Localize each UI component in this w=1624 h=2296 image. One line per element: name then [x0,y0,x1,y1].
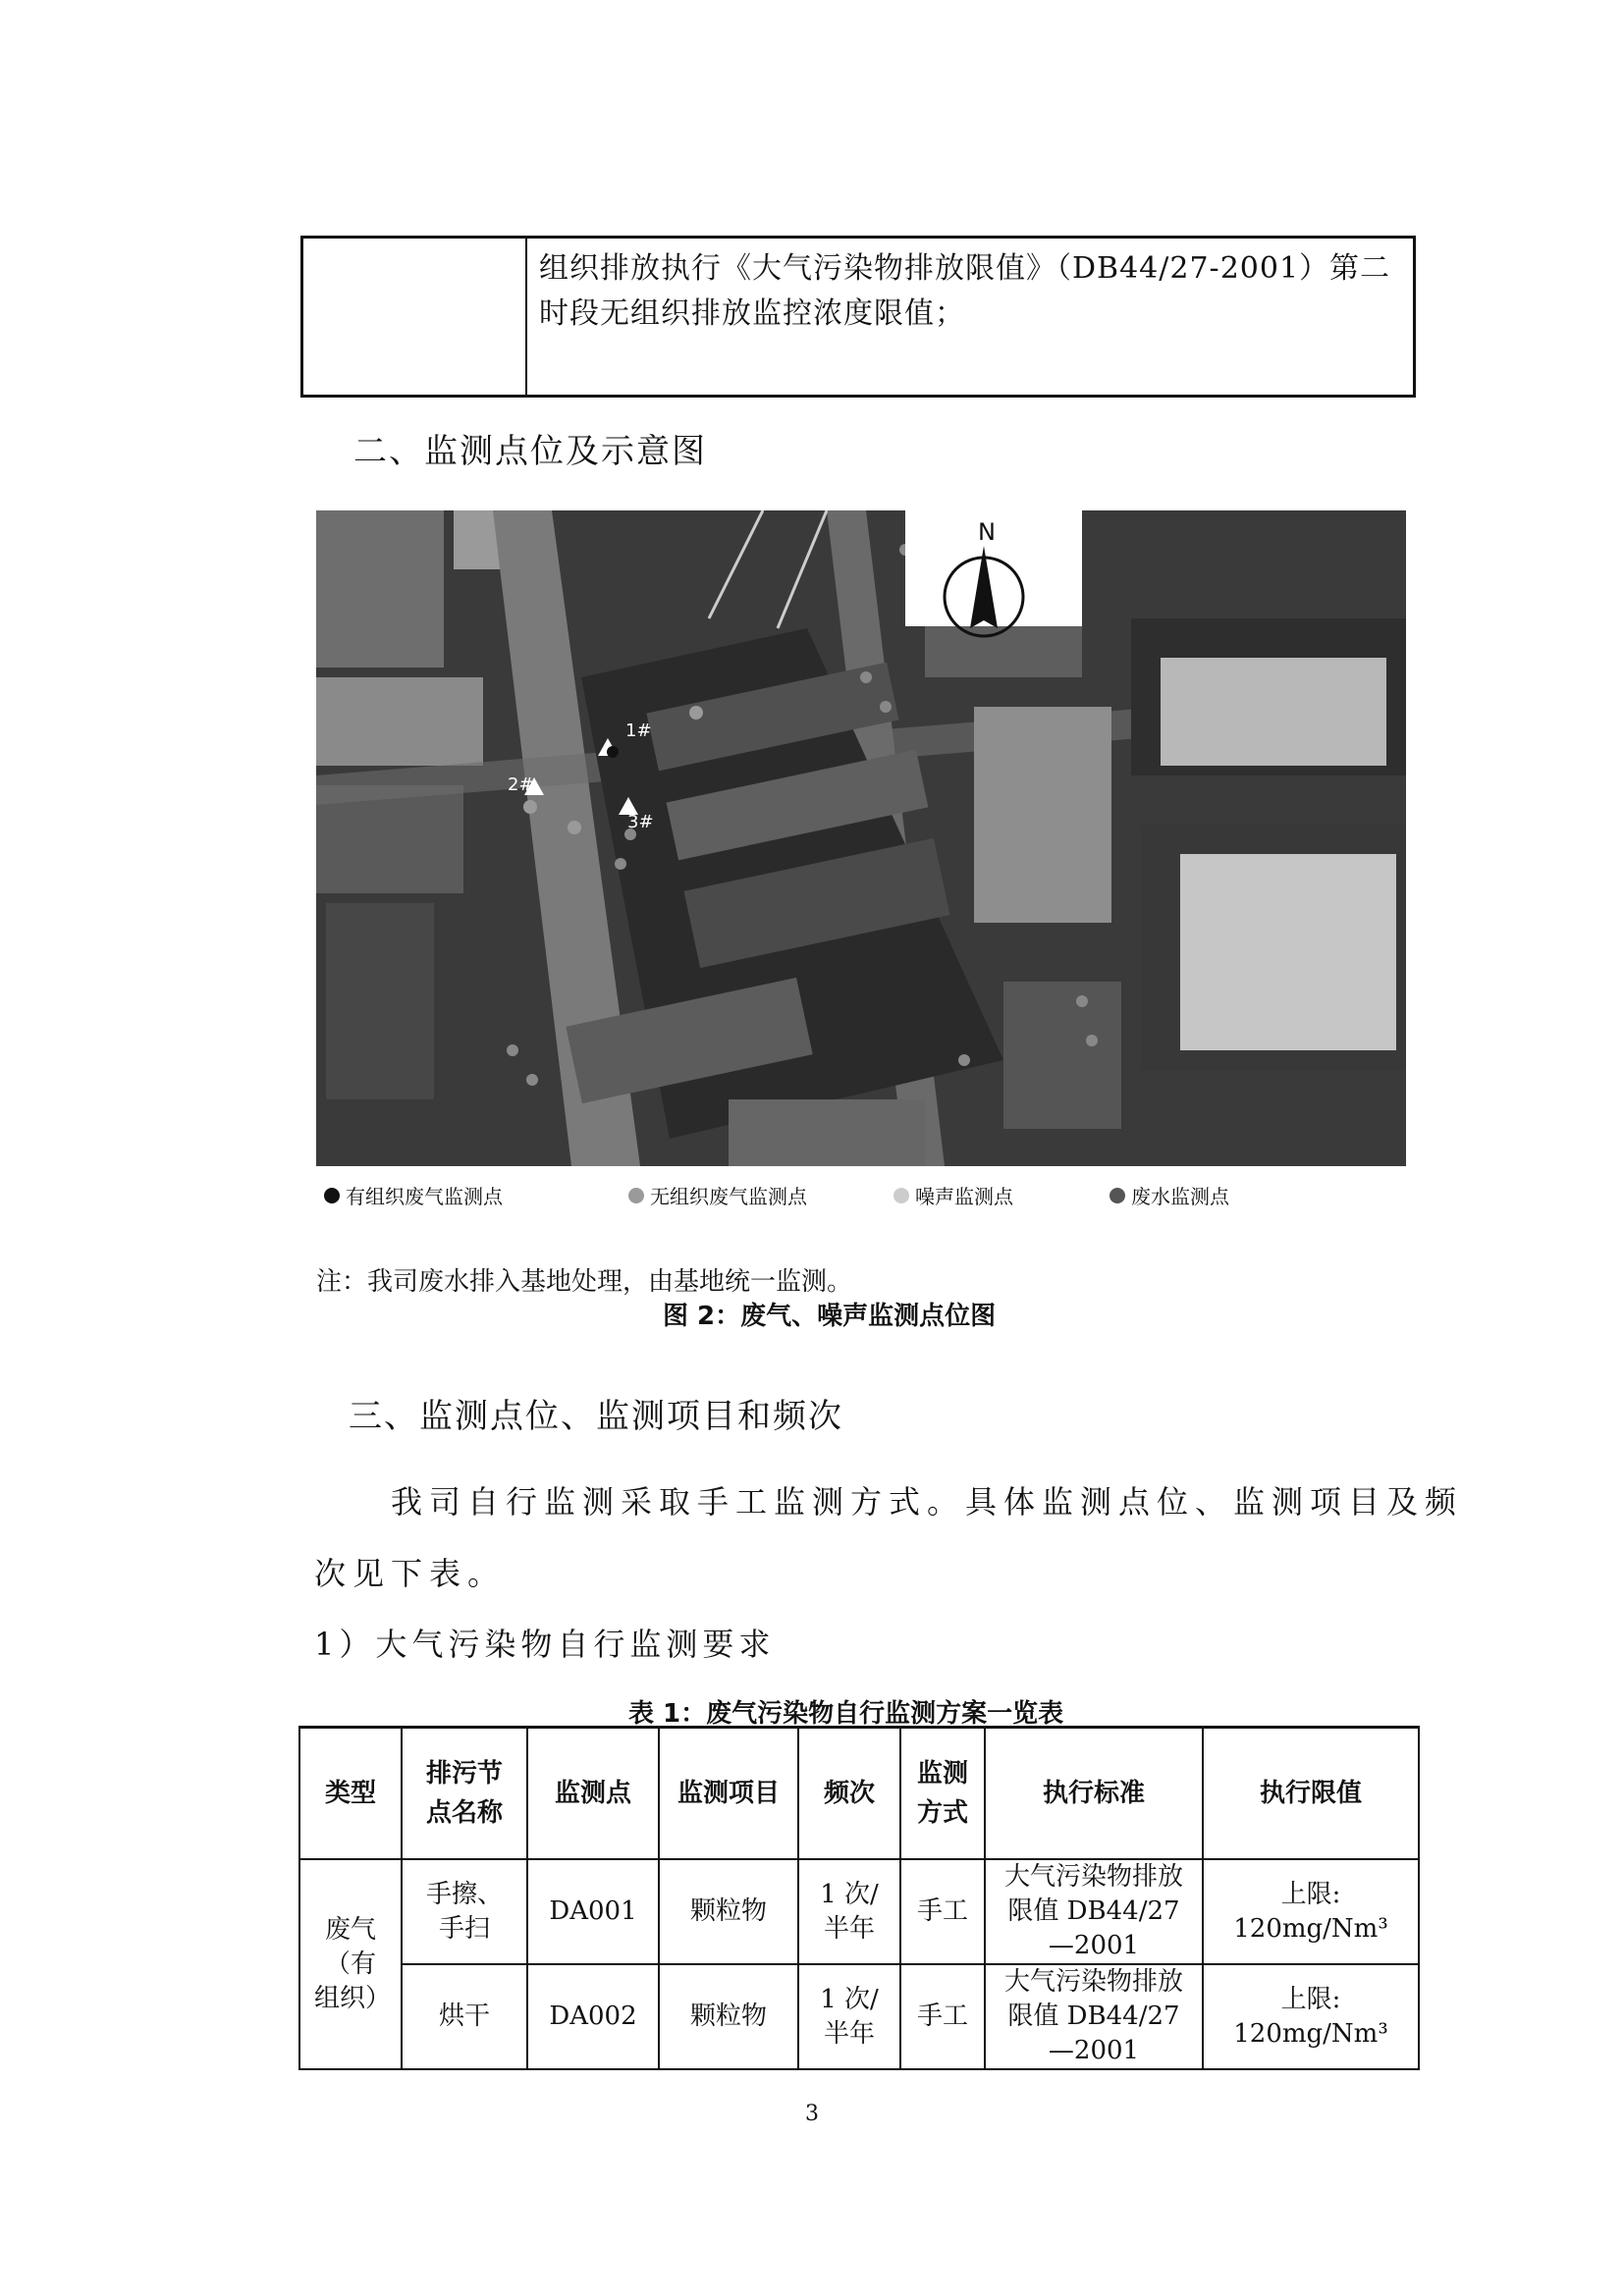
legend-dot-icon [324,1188,340,1203]
page-number: 3 [805,2102,819,2126]
legend-item-unorganized [628,1181,807,1209]
legend-label: 噪声监测点 [915,1185,1013,1208]
limit-label: 上限: [1280,1879,1341,1909]
section-2-heading: 二、监测点位及示意图 [353,432,707,471]
standard-cell: 大气污染物排放限值 DB44/27—2001 [985,1964,1203,2069]
top-table-right-cell [526,238,1415,397]
header-type: 类型 [299,1728,402,1860]
header-limit: 执行限值 [1203,1728,1419,1860]
point-label-2: 2# [508,774,534,795]
frequency-cell: 1 次/半年 [798,1964,900,2069]
item-cell: 颗粒物 [659,1859,798,1964]
standard-cell: 大气污染物排放限值 DB44/27—2001 [985,1859,1203,1964]
legend-label: 有组织废气监测点 [346,1185,503,1208]
limit-label: 上限: [1280,1984,1341,2014]
table-row [299,1964,1419,2069]
node-cell: 烘干 [402,1964,527,2069]
legend-item-noise [893,1181,1013,1209]
type-cell: 废气（有组织） [299,1859,402,2069]
paragraph-line-2: 次见下表。 [314,1555,507,1592]
organized-gas-point-marker [607,746,619,758]
subheading-air-pollutants: 1）大气污染物自行监测要求 [314,1626,776,1663]
figure-note: 注：我司废水排入基地处理，由基地统一监测。 [316,1267,853,1297]
method-cell: 手工 [900,1964,985,2069]
header-item: 监测项目 [659,1728,798,1860]
header-point: 监测点 [527,1728,659,1860]
north-label: N [978,518,996,546]
table-row [299,1859,1419,1964]
top-table-line-2: 时段无组织排放监控浓度限值； [539,296,965,331]
limit-value: 120mg/Nm³ [1233,1913,1388,1944]
legend-label: 无组织废气监测点 [650,1185,807,1208]
header-method: 监测方式 [900,1728,985,1860]
point-label-3: 3# [627,812,654,832]
unorganized-gas-point-marker [523,800,537,814]
unorganized-gas-point-marker-2 [689,706,703,720]
unorganized-gas-point-marker-3 [568,821,581,834]
item-cell: 颗粒物 [659,1964,798,2069]
legend-item-organized [324,1181,503,1209]
legend-dot-icon [893,1188,909,1203]
header-node: 排污节点名称 [402,1728,527,1860]
point-cell: DA001 [527,1859,659,1964]
monitoring-plan-table [298,1726,1420,2070]
legend-label: 废水监测点 [1131,1185,1229,1208]
limit-value: 120mg/Nm³ [1233,2018,1388,2049]
aerial-photo [316,510,1406,1166]
node-cell: 手擦、手扫 [402,1859,527,1964]
header-standard: 执行标准 [985,1728,1203,1860]
table-caption: 表 1：废气污染物自行监测方案一览表 [628,1699,1064,1729]
top-table-line-1: 组织排放执行《大气污染物排放限值》（DB44/27-2001）第二 [539,251,1391,286]
paragraph-line-1: 我司自行监测采取手工监测方式。具体监测点位、监测项目及频 [391,1483,1464,1521]
method-cell: 手工 [900,1859,985,1964]
point-label-1: 1# [625,721,652,741]
monitoring-map-figure [316,510,1406,1166]
top-table-left-cell [302,238,527,397]
section-3-heading: 三、监测点位、监测项目和频次 [349,1397,843,1436]
legend-dot-icon [628,1188,644,1203]
header-frequency: 频次 [798,1728,900,1860]
figure-caption: 图 2：废气、噪声监测点位图 [663,1302,997,1331]
point-cell: DA002 [527,1964,659,2069]
legend-item-wastewater [1110,1181,1229,1209]
frequency-cell: 1 次/半年 [798,1859,900,1964]
table-header-row [299,1728,1419,1860]
map-legend [324,1181,1404,1210]
top-continuation-table [300,236,1416,398]
legend-dot-icon [1110,1188,1125,1203]
limit-cell [1203,1859,1419,1964]
limit-cell [1203,1964,1419,2069]
